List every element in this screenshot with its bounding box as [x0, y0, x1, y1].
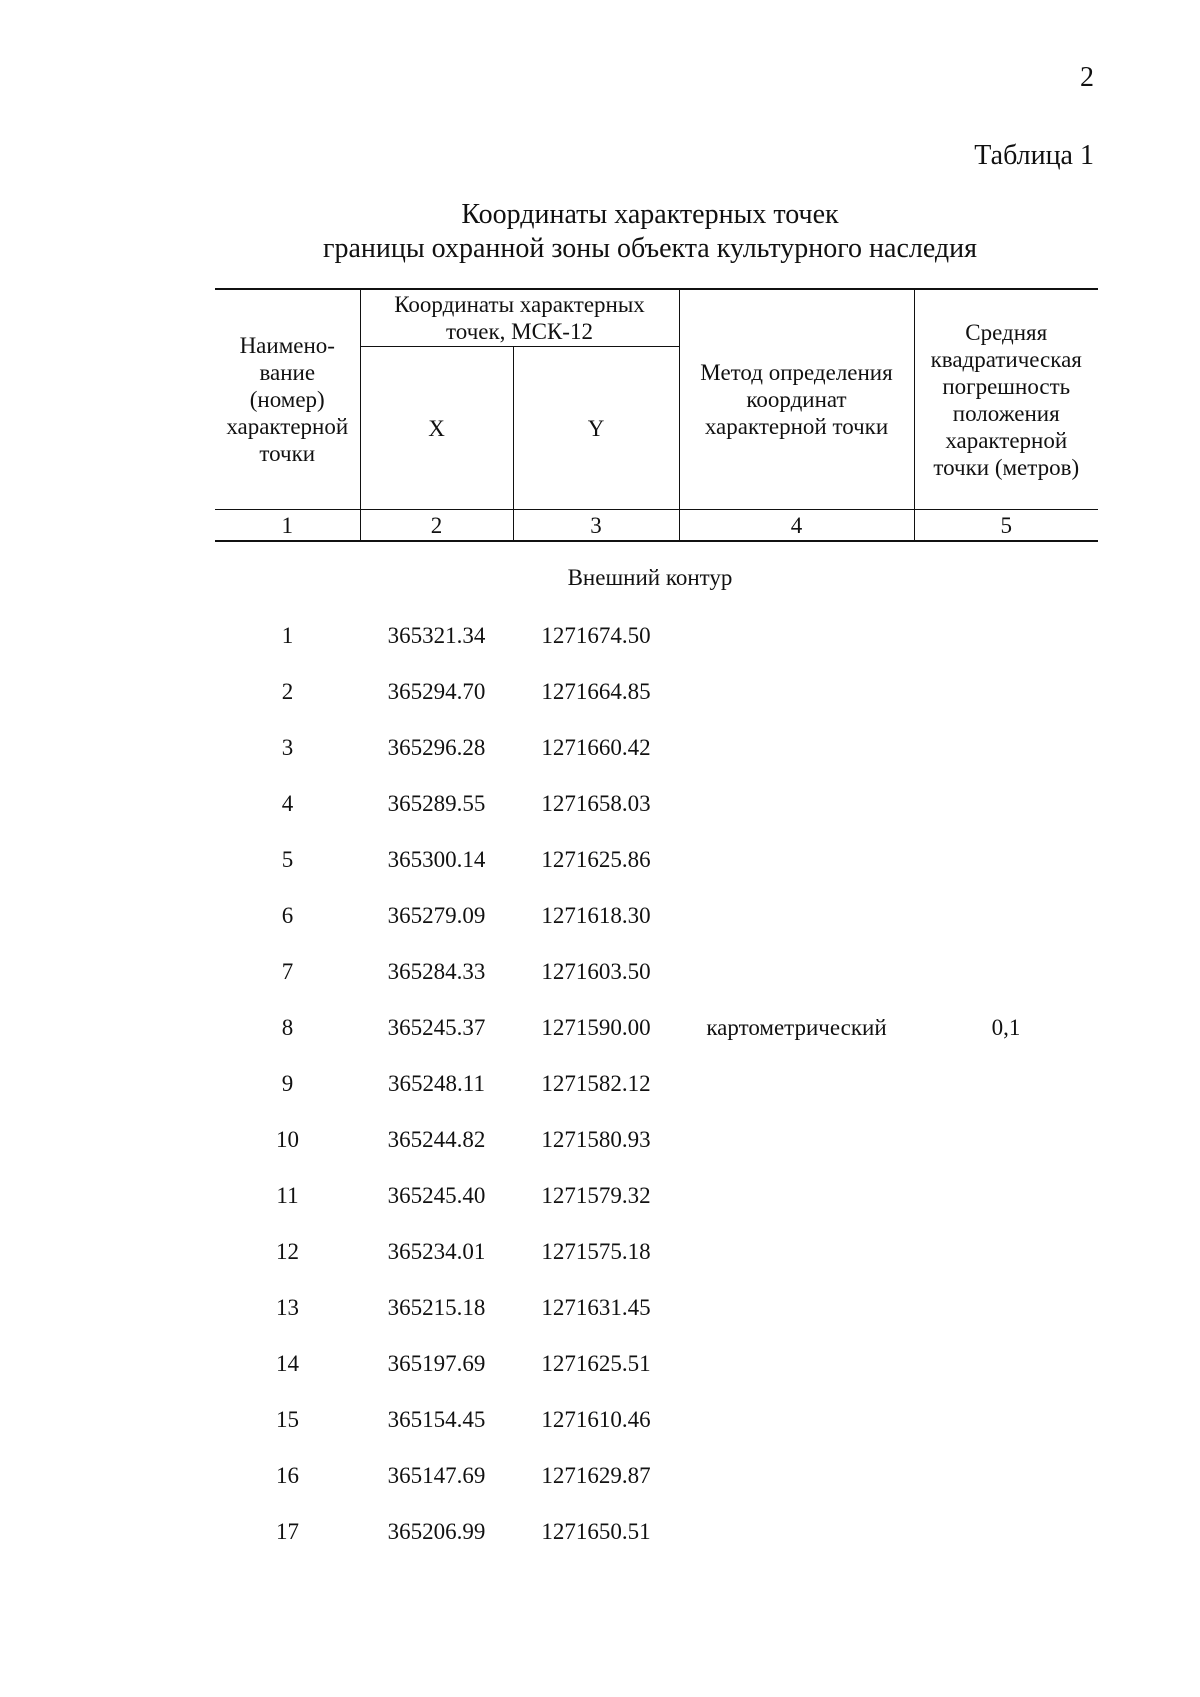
y-coordinate: 1271660.42 — [541, 735, 651, 760]
x-coordinate: 365215.18 — [387, 1295, 486, 1320]
x-coordinate: 365245.37 — [387, 1015, 486, 1040]
header-number-5: 5 — [914, 510, 1098, 542]
point-number: 10 — [276, 1127, 299, 1152]
x-coordinate: 365248.11 — [388, 1071, 485, 1096]
table-row — [215, 1512, 1098, 1568]
table-row — [215, 1456, 1098, 1512]
point-number: 1 — [281, 623, 294, 648]
header-number-3: 3 — [513, 510, 679, 542]
point-number: 15 — [276, 1407, 299, 1432]
point-number: 11 — [276, 1183, 299, 1208]
point-number: 3 — [281, 735, 294, 760]
error: 0,1 — [991, 1015, 1021, 1040]
header-coordinates-group: Координаты характерных точек, МСК-12 — [360, 289, 679, 347]
point-number: 5 — [281, 847, 294, 872]
x-coordinate: 365206.99 — [387, 1519, 486, 1544]
point-number: 16 — [276, 1463, 299, 1488]
x-coordinate: 365284.33 — [387, 959, 486, 984]
y-coordinate: 1271629.87 — [541, 1463, 651, 1488]
x-coordinate: 365154.45 — [387, 1407, 486, 1432]
x-coordinate: 365244.82 — [387, 1127, 486, 1152]
y-coordinate: 1271582.12 — [541, 1071, 651, 1096]
header-x: X — [360, 347, 513, 510]
table-row — [215, 728, 1098, 784]
header-point-name: Наимено- вание (номер) характерной точки — [215, 289, 360, 510]
y-coordinate: 1271610.46 — [541, 1407, 651, 1432]
table-row — [215, 616, 1098, 672]
table-row — [215, 896, 1098, 952]
table-row — [215, 1400, 1098, 1456]
header-method: Метод определения координат характерной точки — [679, 289, 914, 510]
title-line-2: границы охранной зоны объекта культурного наследия — [322, 233, 978, 264]
y-coordinate: 1271625.86 — [541, 847, 651, 872]
header-number-2: 2 — [360, 510, 513, 542]
header-number-1: 1 — [215, 510, 360, 542]
y-coordinate: 1271579.32 — [541, 1183, 651, 1208]
x-coordinate: 365296.28 — [387, 735, 486, 760]
x-coordinate: 365300.14 — [387, 847, 486, 872]
point-number: 9 — [281, 1071, 294, 1096]
table-row — [215, 1008, 1098, 1064]
point-number: 17 — [276, 1519, 299, 1544]
y-coordinate: 1271658.03 — [541, 791, 651, 816]
y-coordinate: 1271603.50 — [541, 959, 651, 984]
x-coordinate: 365279.09 — [387, 903, 486, 928]
x-coordinate: 365321.34 — [387, 623, 486, 648]
table-label: Таблица 1 — [974, 140, 1094, 171]
table-row — [215, 1120, 1098, 1176]
point-number: 12 — [276, 1239, 299, 1264]
header-y: Y — [513, 347, 679, 510]
method: картометрический — [706, 1015, 887, 1040]
point-number: 14 — [276, 1351, 299, 1376]
x-coordinate: 365294.70 — [387, 679, 486, 704]
y-coordinate: 1271590.00 — [541, 1015, 651, 1040]
y-coordinate: 1271674.50 — [541, 623, 651, 648]
y-coordinate: 1271650.51 — [541, 1519, 651, 1544]
title-line-1: Координаты характерных точек — [461, 199, 839, 230]
x-coordinate: 365245.40 — [387, 1183, 486, 1208]
point-number: 8 — [281, 1015, 294, 1040]
coordinates-rows — [215, 616, 1098, 1568]
table-row — [215, 1064, 1098, 1120]
y-coordinate: 1271631.45 — [541, 1295, 651, 1320]
table-row — [215, 1176, 1098, 1232]
y-coordinate: 1271618.30 — [541, 903, 651, 928]
point-number: 6 — [281, 903, 294, 928]
page-number: 2 — [1080, 62, 1094, 93]
table-row — [215, 672, 1098, 728]
x-coordinate: 365147.69 — [387, 1463, 486, 1488]
y-coordinate: 1271625.51 — [541, 1351, 651, 1376]
table-row — [215, 1344, 1098, 1400]
table-row — [215, 840, 1098, 896]
section-title: Внешний контур — [567, 565, 733, 590]
point-number: 4 — [281, 791, 294, 816]
table-row — [215, 952, 1098, 1008]
table-row — [215, 784, 1098, 840]
point-number: 7 — [281, 959, 294, 984]
x-coordinate: 365289.55 — [387, 791, 486, 816]
point-number: 2 — [281, 679, 294, 704]
table-row — [215, 1232, 1098, 1288]
header-number-4: 4 — [679, 510, 914, 542]
header-error: Средняя квадратическая погрешность положения характерной точки (метров) — [914, 289, 1098, 510]
x-coordinate: 365197.69 — [387, 1351, 486, 1376]
y-coordinate: 1271664.85 — [541, 679, 651, 704]
point-number: 13 — [276, 1295, 299, 1320]
coordinates-header-table — [215, 288, 1098, 542]
x-coordinate: 365234.01 — [387, 1239, 486, 1264]
document-title — [0, 198, 1200, 266]
y-coordinate: 1271575.18 — [541, 1239, 651, 1264]
table-row — [215, 1288, 1098, 1344]
y-coordinate: 1271580.93 — [541, 1127, 651, 1152]
